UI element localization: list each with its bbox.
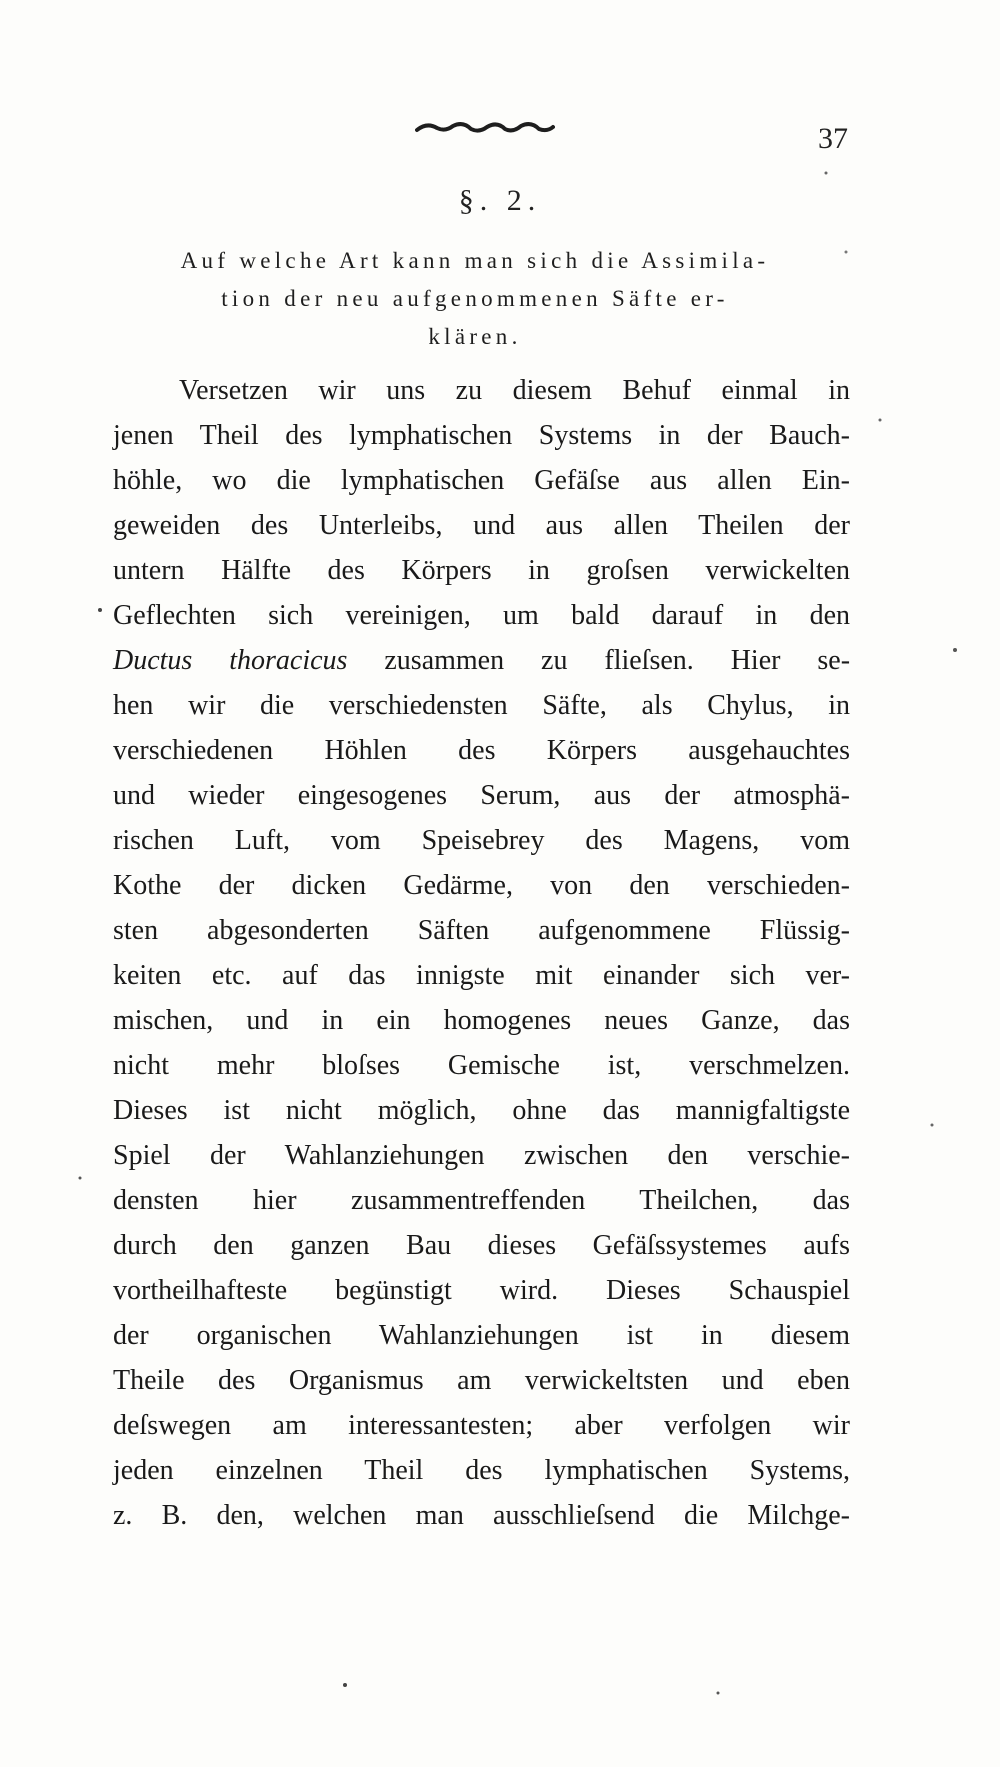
text-line: Dieses ist nicht möglich, ohne das mannigfaltigste bbox=[113, 1095, 850, 1126]
text-line: durch den ganzen Bau dieses Gefäſssystemes aufs bbox=[113, 1230, 850, 1261]
italic-term: Ductus thoracicus bbox=[113, 645, 348, 676]
text-line-rest: zusammen zu flieſsen. Hier se- bbox=[384, 645, 851, 676]
text-line: geweiden des Unterleibs, und aus allen Theilen der bbox=[113, 510, 850, 541]
heading-line: tion der neu aufgenommenen Säfte er- bbox=[221, 286, 729, 311]
text-line: rischen Luft, vom Speisebrey des Magens, vom bbox=[113, 825, 850, 856]
text-line: nicht mehr bloſses Gemische ist, verschmelzen. bbox=[113, 1050, 850, 1081]
text-line: jeden einzelnen Theil des lymphatischen Systems, bbox=[113, 1455, 850, 1486]
text-line: Kothe der dicken Gedärme, von den verschieden- bbox=[113, 870, 850, 901]
text-line: Versetzen wir uns zu diesem Behuf einmal in bbox=[179, 375, 850, 406]
text-line: untern Hälfte des Körpers in groſsen verwickelten bbox=[113, 555, 850, 586]
text-line: hen wir die verschiedensten Säfte, als Chylus, in bbox=[113, 690, 850, 721]
heading-line: Auf welche Art kann man sich die Assimila- bbox=[180, 248, 770, 273]
text-line: mischen, und in ein homogenes neues Ganze, das bbox=[113, 1005, 850, 1036]
text-line: deſswegen am interessantesten; aber verfolgen wir bbox=[113, 1410, 850, 1441]
text-line: der organischen Wahlanziehungen ist in diesem bbox=[113, 1320, 850, 1351]
text-line: z. B. den, welchen man ausschlieſsend die Milchge- bbox=[113, 1500, 850, 1531]
text-line: vortheilhafteste begünstigt wird. Dieses Schauspiel bbox=[113, 1275, 850, 1306]
section-mark: §. 2. bbox=[458, 184, 542, 217]
heading-line: klären. bbox=[428, 324, 522, 349]
text-line: höhle, wo die lymphatischen Gefäſse aus allen Ein- bbox=[113, 465, 850, 496]
text-line: verschiedenen Höhlen des Körpers ausgehauchtes bbox=[113, 735, 850, 766]
text-line: sten abgesonderten Säften aufgenommene Flüssig- bbox=[113, 915, 850, 946]
text-line: Geflechten sich vereinigen, um bald darauf in den bbox=[113, 600, 850, 631]
text-line: densten hier zusammentreffenden Theilchen, das bbox=[113, 1185, 850, 1216]
text-line: jenen Theil des lymphatischen Systems in der Bauch- bbox=[113, 420, 850, 451]
text-line: und wieder eingesogenes Serum, aus der atmosphä- bbox=[113, 780, 850, 811]
page-number: 37 bbox=[818, 122, 848, 155]
text-line: Spiel der Wahlanziehungen zwischen den verschie- bbox=[113, 1140, 850, 1171]
text-line: keiten etc. auf das innigste mit einander sich ver- bbox=[113, 960, 850, 991]
text-line: Theile des Organismus am verwickeltsten und eben bbox=[113, 1365, 850, 1396]
